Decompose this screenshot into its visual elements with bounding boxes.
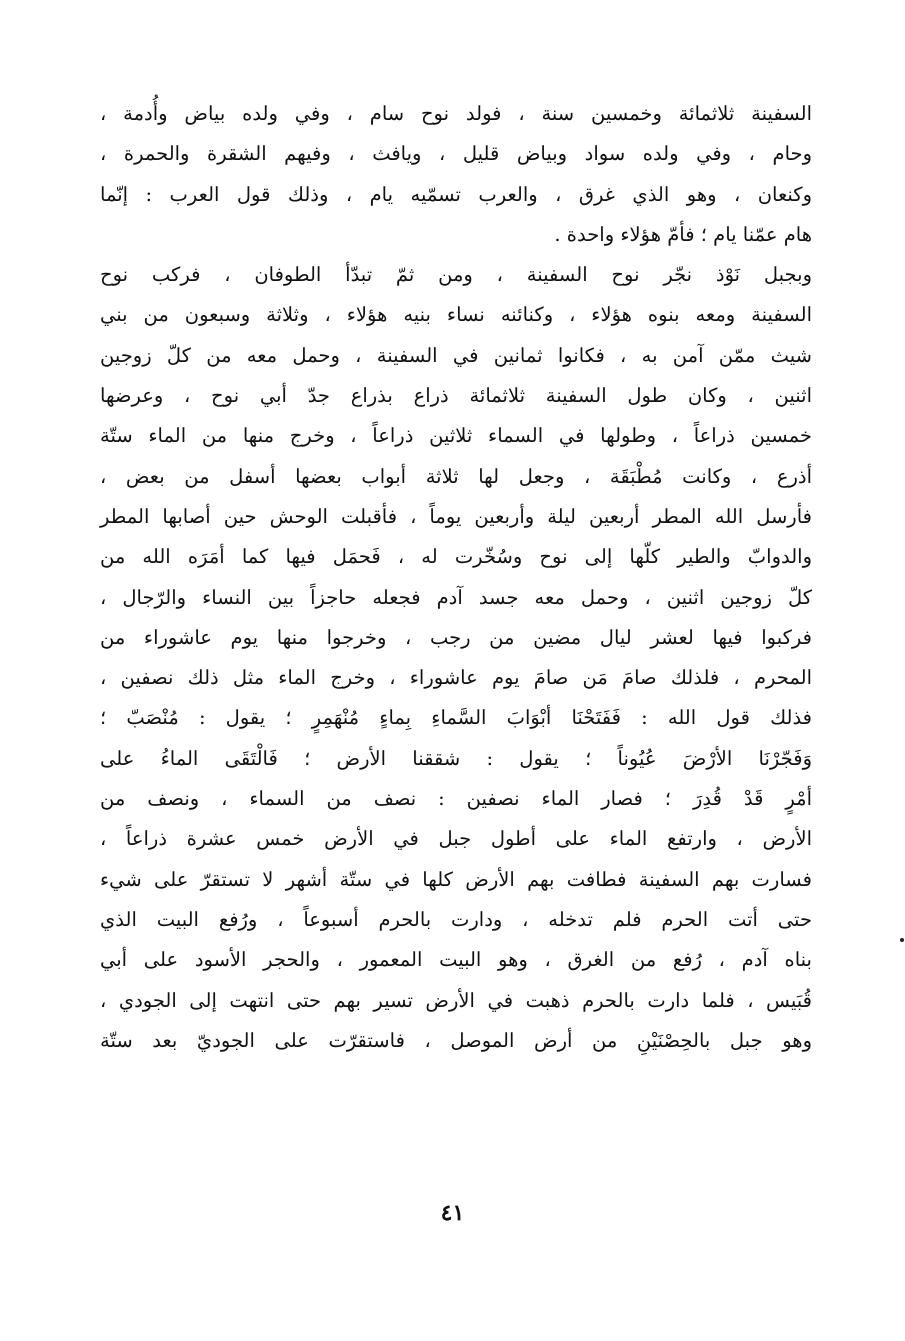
text-line: خمسين ذراعاً ، وطولها في السماء ثلاثين ذراعاً ، وخرج منها من الماء ستّة [100, 424, 812, 448]
text-line: فأرسل الله المطر أربعين ليلة وأربعين يوماً ، فأقبلت الوحش حين أصابها المطر [100, 504, 812, 528]
margin-speck [900, 938, 904, 942]
text-line: أمْرٍ قَدْ قُدِرَ ؛ فصار الماء نصفين : نصف من السماء ، ونصف من [100, 787, 812, 811]
text-line: فسارت بهم السفينة فطافت بهم الأرض كلها في ستّة أشهر لا تستقرّ على شيء [100, 867, 812, 891]
text-line: شيث ممّن آمن به ، فكانوا ثمانين في السفينة ، وحمل معه من كلّ زوجين [100, 343, 812, 367]
text-line: فذلك قول الله : فَفَتَحْنَا أبْوَابَ السَّماءِ بِماءٍ مُنْهَمِرٍ ؛ يقول : مُنْصَبّ ؛ [100, 706, 812, 730]
text-line: السفينة ثلاثمائة وخمسين سنة ، فولد نوح سام ، وفي ولده بياض وأُدمة ، [100, 102, 812, 125]
text-line: اثنين ، وكان طول السفينة ثلاثمائة ذراع بذراع جدّ أبي نوح ، وعرضها [100, 384, 812, 408]
text-line: هام عمّنا يام ؛ فأمّ هؤلاء واحدة . [554, 222, 812, 246]
text-line: قُبَيس ، فلما دارت بالحرم ذهبت في الأرض تسير بهم حتى انتهت إلى الجودي ، [100, 988, 812, 1012]
text-line: وبجبل نَوْذ نجّر نوح السفينة ، ومن ثمّ تبدّأ الطوفان ، فركب نوح [100, 263, 812, 287]
text-line: حتى أتت الحرم فلم تدخله ، ودارت بالحرم أسبوعاً ، ورُفع البيت الذي [100, 907, 812, 931]
page-number: ٤١ [440, 1200, 465, 1226]
text-line: وهو جبل بالحِصْنَيْنِ من أرض الموصل ، فاستقرّت على الجوديّ بعد ستّة [100, 1028, 812, 1052]
text-line: السفينة ومعه بنوه هؤلاء ، وكنائنه نساء بنيه هؤلاء ، وثلاثة وسبعون من بني [100, 303, 812, 327]
text-line: وكنعان ، وهو الذي غرق ، والعرب تسمّيه يام ، وذلك قول العرب : إنّما [100, 182, 812, 206]
text-line: وحام ، وفي ولده سواد وبياض قليل ، ويافث ، وفيهم الشقرة والحمرة ، [100, 142, 812, 166]
text-line: بناه آدم ، رُفع من الغرق ، وهو البيت المعمور ، والحجر الأسود على أبي [100, 948, 812, 972]
text-line: الأرض ، وارتفع الماء على أطول جبل في الأرض خمس عشرة ذراعاً ، [100, 827, 812, 851]
text-line: والدوابّ والطير كلّها إلى نوح وسُخّرت له ، فَحمَل فيها كما أمَرَه الله من [100, 545, 812, 569]
text-line: المحرم ، فلذلك صامَ مَن صامَ يوم عاشوراء ، وخرج الماء مثل ذلك نصفين ، [100, 666, 812, 690]
text-line: وَفَجّرْنَا الأرْضَ عُيُوناً ؛ يقول : شققنا الأرض ؛ فَالْتَقَى الماءُ على [100, 746, 812, 770]
text-line: أذرع ، وكانت مُطْبَقَة ، وجعل لها ثلاثة أبواب بعضها أسفل من بعض ، [100, 464, 812, 488]
text-line: فركبوا فيها لعشر ليال مضين من رجب ، وخرجوا منها يوم عاشوراء من [100, 625, 812, 649]
body-text [100, 94, 812, 1061]
text-line: كلّ زوجين اثنين ، وحمل معه جسد آدم فجعله حاجزاً بين النساء والرّجال ، [100, 585, 812, 609]
